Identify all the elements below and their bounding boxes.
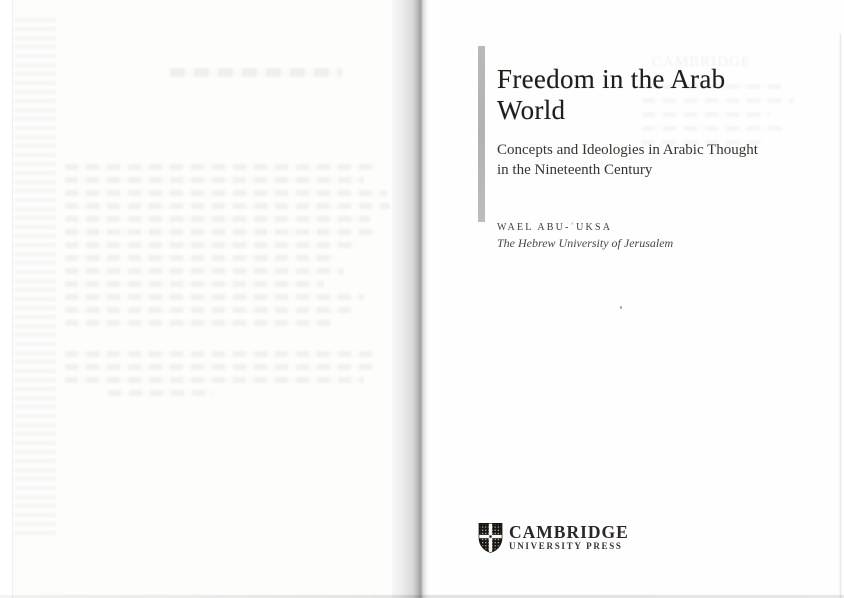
- page-edge-line: [840, 34, 841, 598]
- bleedthrough-paragraph: [65, 164, 397, 333]
- bleedthrough-line: [65, 320, 331, 326]
- bleedthrough-line: [108, 390, 214, 396]
- bleedthrough-line: [65, 164, 377, 170]
- bleedthrough-line: [642, 84, 783, 89]
- bleedthrough-line: [65, 377, 364, 383]
- bleedthrough-line: [65, 216, 370, 222]
- publisher-logo-text: [509, 522, 629, 551]
- bleedthrough-line: [65, 242, 357, 248]
- scan-speck: [620, 306, 622, 309]
- author-affiliation: The Hebrew University of Jerusalem: [497, 236, 674, 250]
- bleedthrough-paragraph: [65, 351, 397, 403]
- bleedthrough-line: [642, 140, 762, 145]
- title-page: [430, 0, 844, 598]
- bleedthrough-publisher-name: CAMBRIDGE: [652, 54, 752, 70]
- bleedthrough-line: [65, 190, 387, 196]
- book-gutter-shadow: [392, 0, 430, 598]
- bleedthrough-line: [642, 112, 770, 117]
- bleedthrough-line: [65, 203, 390, 209]
- book-subtitle-line2: in the Nineteenth Century: [497, 161, 653, 178]
- bleedthrough-line: [65, 268, 344, 274]
- bleedthrough-line: [65, 229, 380, 235]
- publisher-logo: [478, 522, 629, 554]
- author-name: WAEL ABU-ʿUKSA: [497, 222, 613, 233]
- publisher-imprint: UNIVERSITY PRESS: [509, 541, 623, 551]
- page-edge-line: [12, 0, 13, 598]
- book-title-line2: World: [497, 95, 566, 125]
- bleedthrough-column: [14, 18, 56, 540]
- title-accent-bar: [478, 46, 485, 222]
- bleedthrough-line: [65, 281, 324, 287]
- bleedthrough-line: [642, 98, 794, 103]
- bleedthrough-line: [65, 307, 351, 313]
- bleedthrough-line: [65, 351, 380, 357]
- publisher-name: CAMBRIDGE: [509, 522, 629, 542]
- bleedthrough-line: [642, 126, 789, 131]
- bleedthrough-line: [65, 294, 364, 300]
- book-title-line1: Freedom in the Arab: [497, 64, 726, 94]
- bleedthrough-line: [65, 255, 337, 261]
- bleedthrough-heading: [170, 68, 342, 77]
- bleedthrough-line: [65, 177, 364, 183]
- bleedthrough-paragraph: [642, 84, 802, 154]
- cambridge-shield-icon: [478, 522, 503, 554]
- left-page: [12, 0, 393, 598]
- book-subtitle-line1: Concepts and Ideologies in Arabic Thought: [497, 142, 758, 158]
- bleedthrough-line: [65, 364, 374, 370]
